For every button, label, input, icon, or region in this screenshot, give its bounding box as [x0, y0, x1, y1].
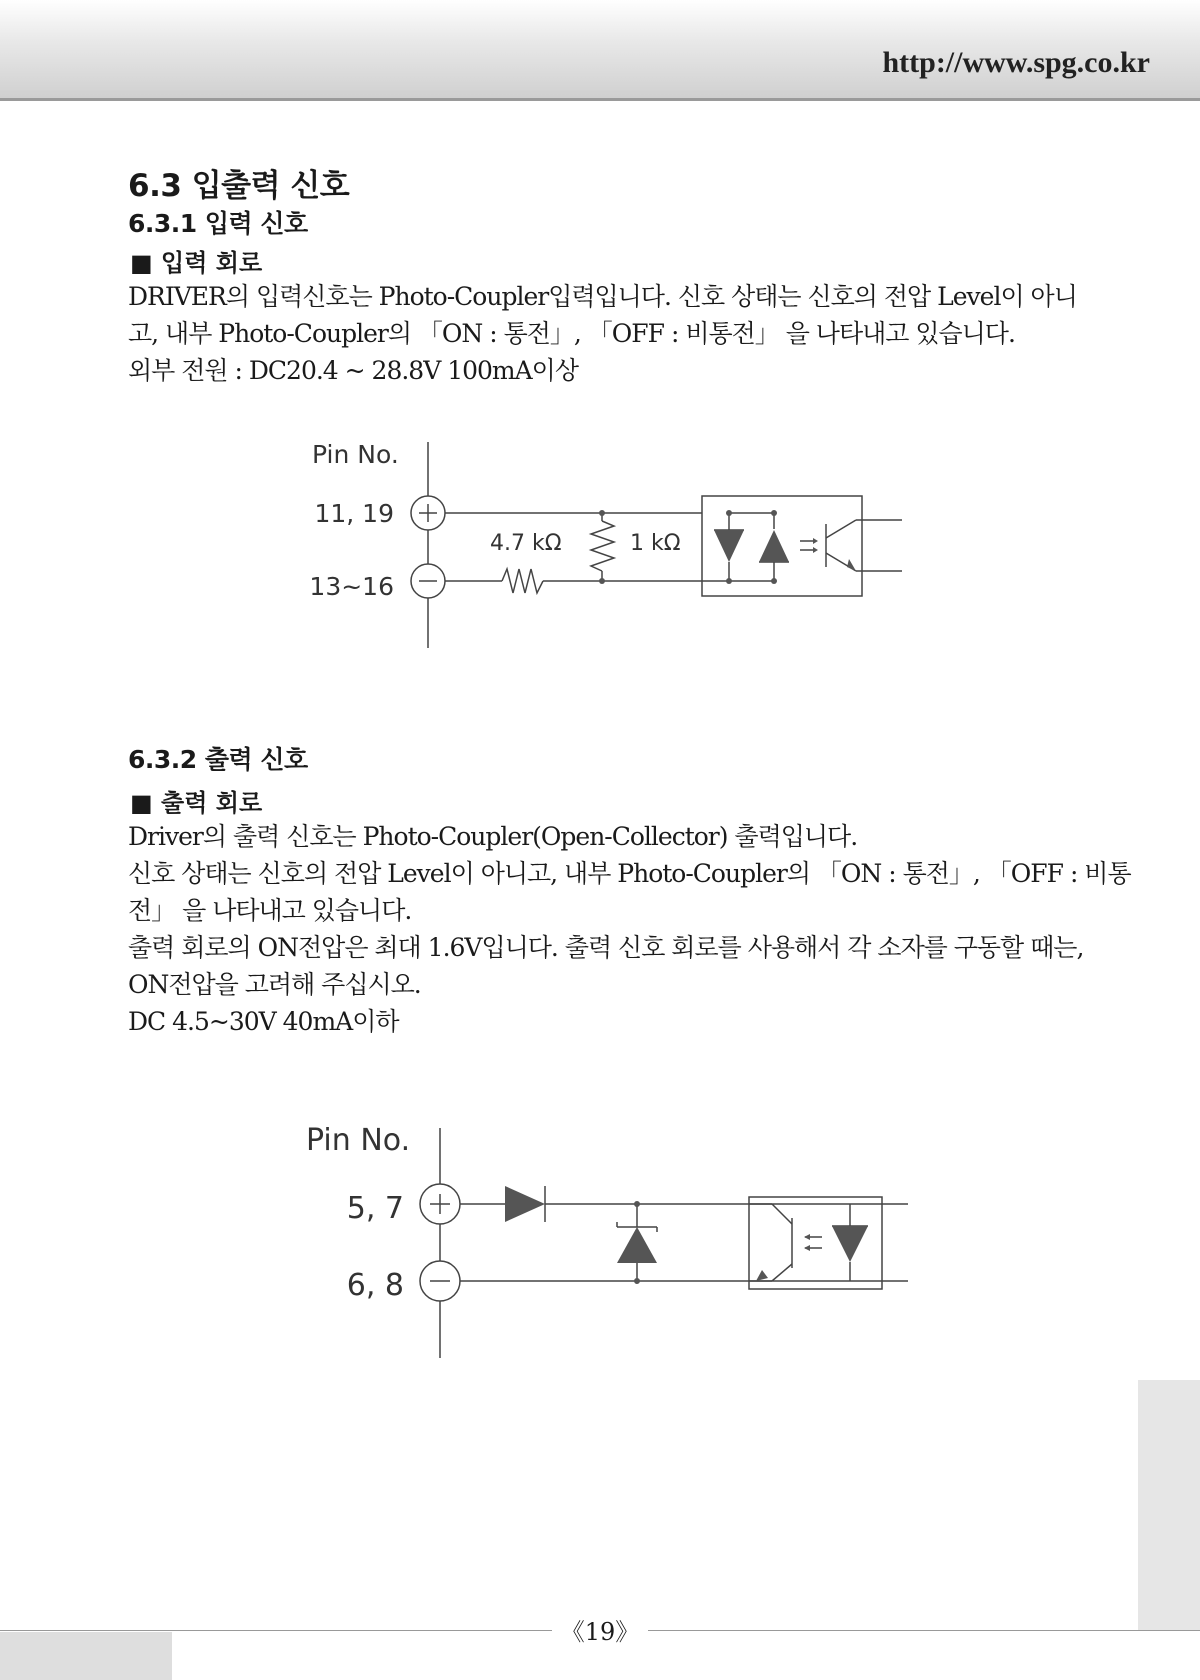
footer-block — [0, 1632, 172, 1680]
output-line-3: 전」 을 나타내고 있습니다. — [128, 896, 412, 925]
output-signal-title: 6.3.2 출력 신호 — [128, 745, 308, 774]
side-tab — [1138, 1380, 1200, 1630]
input-pin-minus: 13~16 — [309, 572, 394, 601]
input-line-2: 고, 내부 Photo-Coupler의 「ON : 통전」, 「OFF : 비통전」 을 나타내고 있습니다. — [128, 319, 1015, 348]
output-line-1: Driver의 출력 신호는 Photo-Coupler(Open-Collector) 출력입니다. — [128, 822, 858, 851]
resistor-label-2: 1 kΩ — [630, 531, 681, 556]
output-line-2: 신호 상태는 신호의 전압 Level이 아니고, 내부 Photo-Coupler의 「ON : 통전」, 「OFF : 비통 — [128, 859, 1131, 888]
input-pin-label: Pin No. — [312, 440, 399, 469]
input-signal-title: 6.3.1 입력 신호 — [128, 209, 308, 238]
output-circuit-heading: ■ 출력 회로 — [130, 789, 263, 817]
input-line-3: 외부 전원 : DC20.4 ~ 28.8V 100mA이상 — [128, 356, 578, 385]
output-line-6: DC 4.5~30V 40mA이하 — [128, 1007, 399, 1036]
output-line-5: ON전압을 고려해 주십시오. — [128, 970, 421, 999]
website-url: http://www.spg.co.kr — [882, 46, 1150, 79]
output-pin-minus: 6, 8 — [346, 1268, 404, 1303]
input-circuit-heading: ■ 입력 회로 — [130, 249, 263, 277]
input-pin-plus: 11, 19 — [314, 499, 394, 528]
page-number: 《19》 — [552, 1612, 648, 1647]
output-pin-plus: 5, 7 — [346, 1191, 404, 1226]
input-line-1: DRIVER의 입력신호는 Photo-Coupler입력입니다. 신호 상태는 신호의 전압 Level이 아니 — [128, 282, 1077, 311]
section-title: 6.3 입출력 신호 — [128, 168, 350, 204]
output-line-4: 출력 회로의 ON전압은 최대 1.6V입니다. 출력 신호 회로를 사용해서 각 소자를 구동할 때는, — [128, 933, 1084, 962]
output-pin-label: Pin No. — [306, 1123, 411, 1158]
resistor-label-1: 4.7 kΩ — [490, 531, 562, 556]
